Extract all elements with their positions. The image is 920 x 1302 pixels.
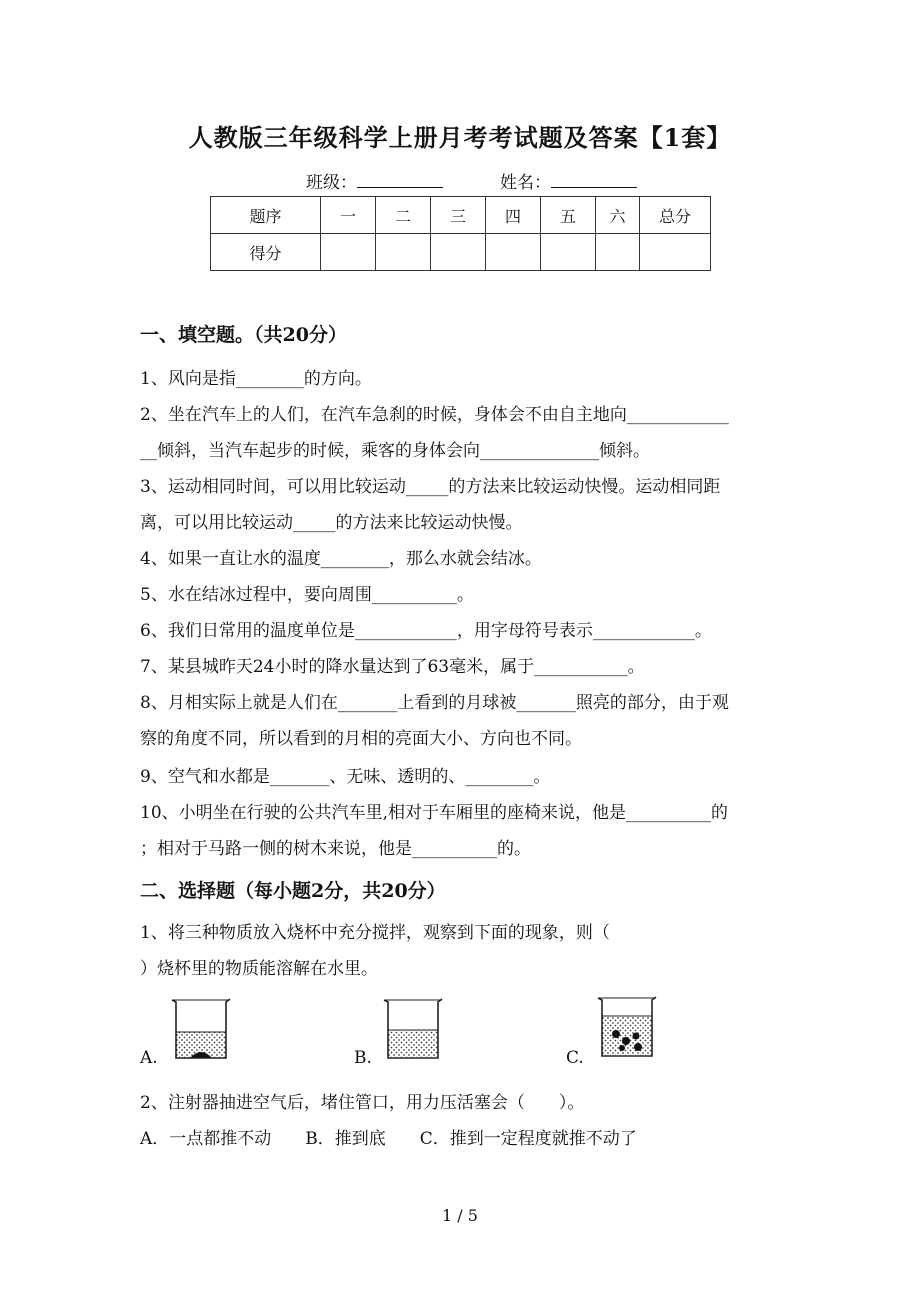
score-cell[interactable] [431,234,486,271]
beaker-c-image [594,994,658,1062]
score-header-cell: 六 [596,197,640,234]
score-cell[interactable] [486,234,541,271]
score-cell[interactable] [541,234,596,271]
beaker-b-image [380,996,444,1062]
question-line: 9、空气和水都是_______、无味、透明的、________。 [140,767,551,787]
question-line: 察的角度不同，所以看到的月相的亮面大小、方向也不同。 [140,729,582,749]
question-line: 3、运动相同时间，可以用比较运动_____的方法来比较运动快慢。运动相同距 [140,477,721,497]
question-line: __倾斜，当汽车起步的时候，乘客的身体会向______________倾斜。 [140,441,650,461]
question-line: 7、某县城昨天24小时的降水量达到了63毫米，属于___________。 [140,657,645,677]
score-header-cell: 三 [431,197,486,234]
score-cell[interactable] [376,234,431,271]
score-table [210,196,711,271]
score-cell[interactable] [321,234,376,271]
score-row [211,234,711,271]
question-line: 6、我们日常用的温度单位是____________，用字母符号表示____________。 [140,621,712,641]
score-row-label: 得分 [211,234,321,271]
page-number: 1 / 5 [442,1206,478,1225]
name-label: 姓名： [500,173,551,193]
question-line: 1、风向是指________的方向。 [140,369,372,389]
question-line: 8、月相实际上就是人们在_______上看到的月球被_______照亮的部分，由于观 [140,693,729,713]
section-1-heading: 一、填空题。（共20分） [140,324,347,346]
score-header-cell: 五 [541,197,596,234]
question-line: 2、坐在汽车上的人们，在汽车急刹的时候，身体会不由自主地向____________ [140,405,729,425]
class-blank [357,169,443,188]
page-title: 人教版三年级科学上册月考考试题及答案【1套】 [188,123,732,152]
question-line: 离，可以用比较运动_____的方法来比较运动快慢。 [140,513,523,533]
name-field [500,168,637,193]
question-line: ；相对于马路一侧的树木来说，他是__________的。 [140,839,531,859]
score-cell[interactable] [640,234,711,271]
question-options: A．一点都推不动 B．推到底 C．推到一定程度就推不动了 [140,1129,637,1149]
score-header-cell: 四 [486,197,541,234]
option-b-label: B. [354,1048,372,1068]
class-label: 班级： [306,173,357,193]
score-header-cell: 总分 [640,197,711,234]
option-a-label: A. [140,1048,158,1068]
score-header-cell: 二 [376,197,431,234]
question-line: ）烧杯里的物质能溶解在水里。 [140,959,378,979]
score-header-cell: 一 [321,197,376,234]
class-field [306,168,443,193]
question-line: 1、将三种物质放入烧杯中充分搅拌，观察到下面的现象，则（ [140,923,610,943]
beaker-a-image [168,996,232,1062]
question-line: 4、如果一直让水的温度________，那么水就会结冰。 [140,549,542,569]
option-c-label: C. [566,1048,584,1068]
question-line: 10、小明坐在行驶的公共汽车里,相对于车厢里的座椅来说，他是__________的 [140,803,729,823]
score-header-cell: 题序 [211,197,321,234]
question-line: 2、注射器抽进空气后，堵住管口，用力压活塞会（ ）。 [140,1093,585,1113]
question-line: 5、水在结冰过程中，要向周围__________。 [140,585,474,605]
score-cell[interactable] [596,234,640,271]
name-blank [551,169,637,188]
score-header-row [211,197,711,234]
section-2-heading: 二、选择题（每小题2分，共20分） [140,880,446,902]
